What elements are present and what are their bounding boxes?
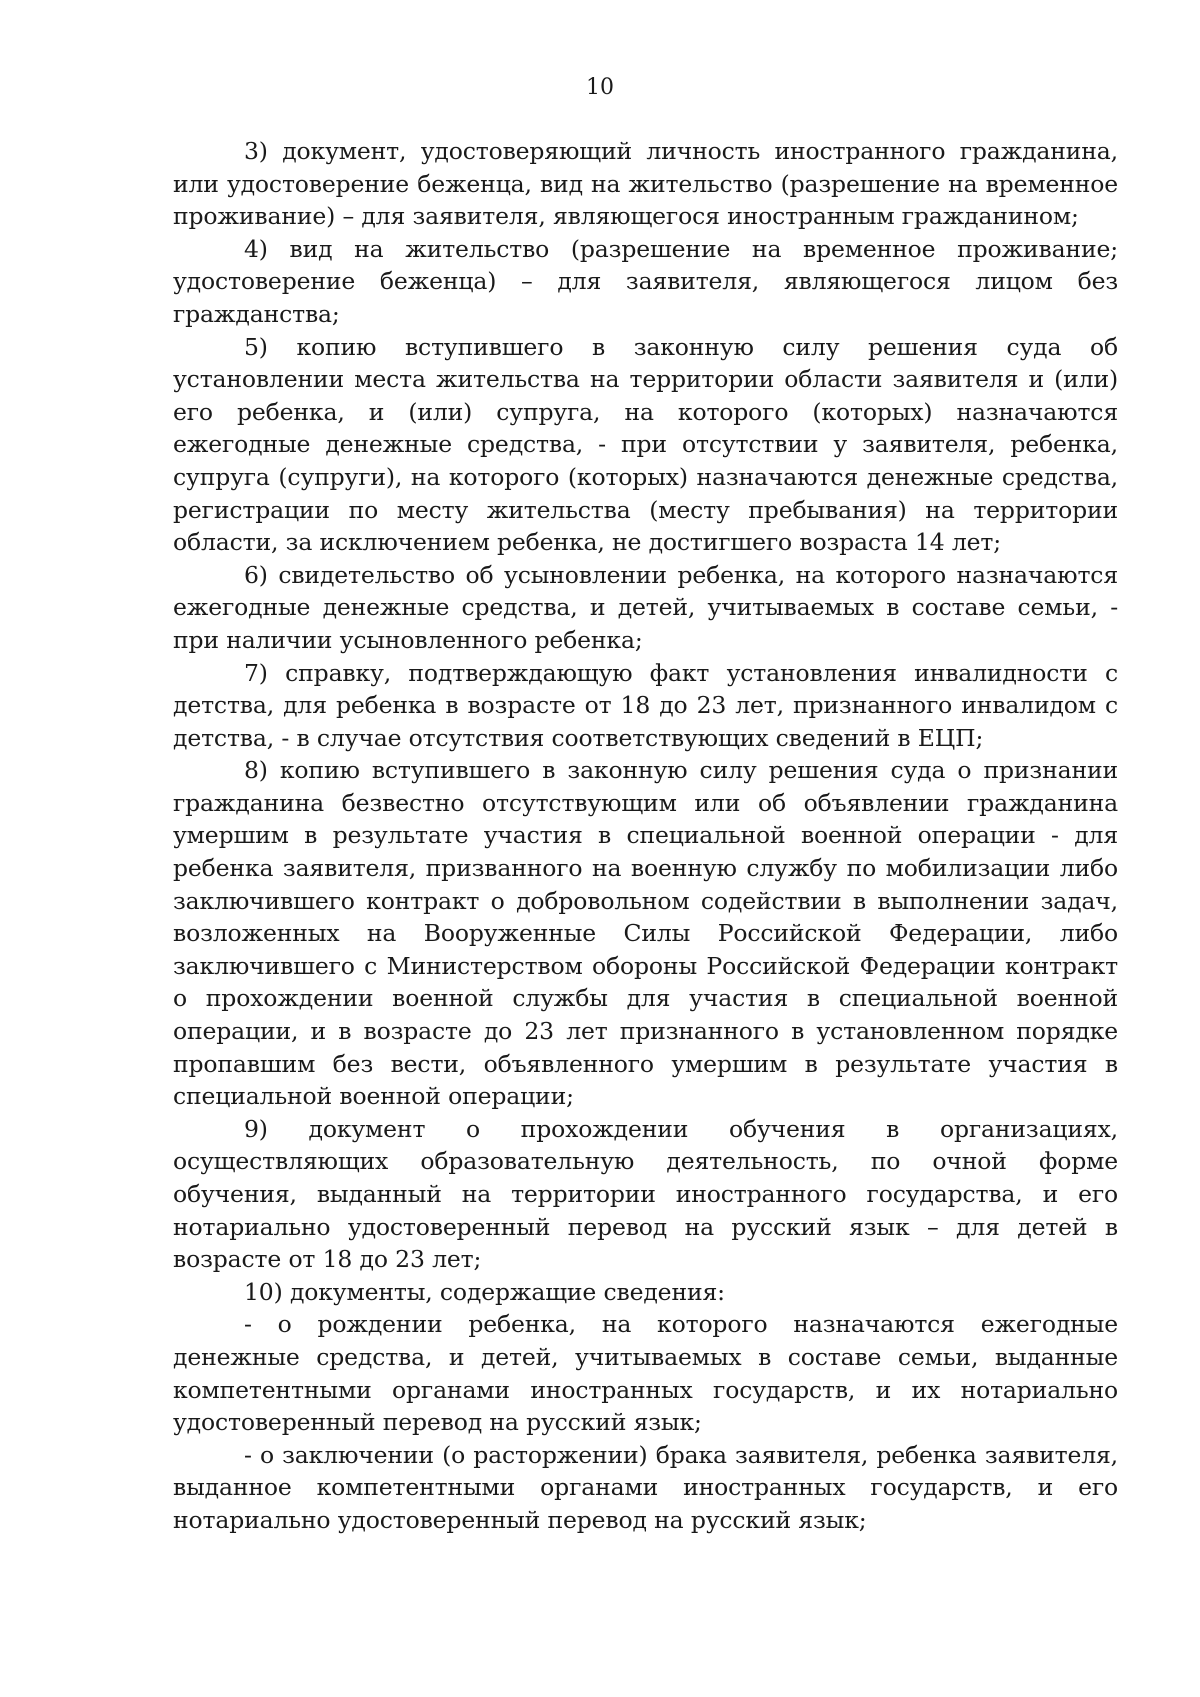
page-number: 10 xyxy=(586,75,614,100)
paragraph-item-5: 5) копию вступившего в законную силу решения суда об установлении места жительства на территории области заявителя и (или) его ребенка, и (или) супруга, на которого (которых) назначаются ежегодные денежные средства, - при отсутствии у заявителя, ребенка, супруга (супруги), на которого (которых) назначаются денежные средства, регистрации по месту жительства (месту пребывания) на территории области, за исключением ребенка, не достигшего возраста 14 лет; xyxy=(173,332,1118,557)
paragraph-item-10: 10) документы, содержащие сведения: xyxy=(244,1277,725,1306)
paragraph-item-4: 4) вид на жительство (разрешение на временное проживание; удостоверение беженца) – для заявителя, являющегося лицом без гражданства; xyxy=(173,234,1118,328)
paragraph-subitem-marriage: - о заключении (о расторжении) брака заявителя, ребенка заявителя, выданное компетентными органами иностранных государств, и его нотариально удостоверенный перевод на русский язык; xyxy=(173,1440,1118,1534)
paragraph-item-6: 6) свидетельство об усыновлении ребенка, на которого назначаются ежегодные денежные средства, и детей, учитываемых в составе семьи, - при наличии усыновленного ребенка; xyxy=(173,560,1118,654)
paragraph-item-7: 7) справку, подтверждающую факт установления инвалидности с детства, для ребенка в возрасте от 18 до 23 лет, признанного инвалидом с детства, - в случае отсутствия соответствующих сведений в ЕЦП; xyxy=(173,658,1118,752)
document-body xyxy=(173,135,1118,1537)
paragraph-item-9: 9) документ о прохождении обучения в организациях, осуществляющих образовательную деятельность, по очной форме обучения, выданный на территории иностранного государства, и его нотариально удостоверенный перевод на русский язык – для детей в возрасте от 18 до 23 лет; xyxy=(173,1114,1118,1274)
paragraph-item-8: 8) копию вступившего в законную силу решения суда о признании гражданина безвестно отсутствующим или об объявлении гражданина умершим в результате участия в специальной военной операции - для ребенка заявителя, призванного на военную службу по мобилизации либо заключившего контракт о добровольном содействии в выполнении задач, возложенных на Вооруженные Силы Российской Федерации, либо заключившего с Министерством обороны Российской Федерации контракт о прохождении военной службы для участия в специальной военной операции, и в возрасте до 23 лет признанного в установленном порядке пропавшим без вести, объявленного умершим в результате участия в специальной военной операции; xyxy=(173,756,1118,1111)
paragraph-subitem-birth: - о рождении ребенка, на которого назначаются ежегодные денежные средства, и детей, учитываемых в составе семьи, выданные компетентными органами иностранных государств, и их нотариально удостоверенный перевод на русский язык; xyxy=(173,1310,1118,1437)
paragraph-item-3: 3) документ, удостоверяющий личность иностранного гражданина, или удостоверение беженца, вид на жительство (разрешение на временное проживание) – для заявителя, являющегося иностранным гражданином; xyxy=(173,137,1118,231)
